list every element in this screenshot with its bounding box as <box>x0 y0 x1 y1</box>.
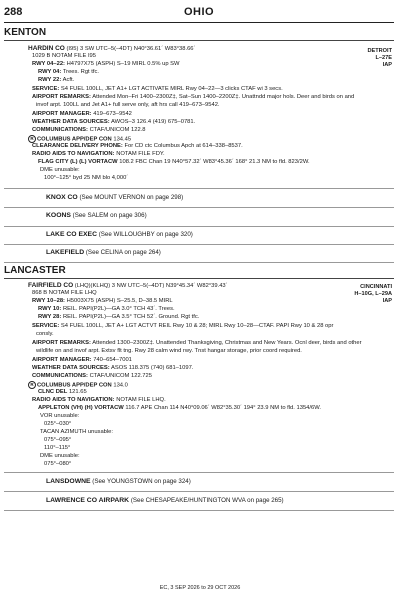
weather-line <box>32 365 193 372</box>
chart-references-fairfield-co <box>354 284 392 305</box>
divider <box>4 188 394 189</box>
airport-name: HARDIN CO <box>28 45 65 52</box>
clnc-del-freq: 121.65 <box>68 389 87 395</box>
dme-label: DME unusable: <box>40 167 80 173</box>
city-heading-kenton: KENTON <box>4 27 47 38</box>
divider <box>4 244 394 245</box>
service-text: S4 FUEL 100LL, JET A+ LGT ACTVT REIL Rwy 10 & 28; MIRL Rwy 10–28—CTAF. PAPI Rwy 10 & 28 opr <box>60 323 334 329</box>
clearance-label: CLEARANCE DELIVERY PHONE: <box>32 143 123 149</box>
remarks-text: Attended 1300–2300Z‡. Unattended Thanksgiving, Christmas and New Years. Ocnl deer, birds and other <box>92 340 362 346</box>
comm-line <box>32 127 146 134</box>
service-line <box>32 86 283 93</box>
cross-ref-lakefield <box>46 249 161 256</box>
cross-ref-name: KNOX CO <box>46 194 78 201</box>
weather-line <box>32 119 195 126</box>
runway-04-label: RWY 04: <box>38 69 62 75</box>
cross-ref-page: (See MOUNT VERNON on page 298) <box>79 194 184 201</box>
comm-label: COMMUNICATIONS: <box>32 127 88 133</box>
iap-ref: IAP <box>382 298 392 304</box>
cross-ref-page: (See CHESAPEAKE/HUNTINGTON WVA on page 265) <box>130 497 284 504</box>
weather-label: WEATHER DATA SOURCES: <box>32 119 110 125</box>
dme-unusable: 075°–080° <box>44 461 72 467</box>
radio-aids-line <box>32 397 166 404</box>
vortac-label: FLAG CITY (L) (L) VORTACW <box>38 159 118 165</box>
chart-references-hardin-co <box>367 48 392 69</box>
radar-symbol-icon: R <box>28 135 36 143</box>
weather-text: AWOS–3 126.4 (419) 675–0781. <box>111 119 196 125</box>
runway-10-text: REIL. PAPI(P2L)—GA 3.0° TCH 43´. Trees. <box>62 306 175 312</box>
radar-symbol-icon: R <box>28 381 36 389</box>
divider <box>4 510 394 511</box>
radio-aids-line <box>32 151 165 158</box>
service-label: SERVICE: <box>32 323 60 329</box>
divider <box>4 472 394 473</box>
remarks-cont: wildlife on and invof arpt. Extsv flt tng. Rwy 28 calm wind rwy. Tnst hangar storage, prior coord required. <box>36 348 302 354</box>
manager-label: AIRPORT MANAGER: <box>32 111 92 117</box>
runway-28-label: RWY 28: <box>38 314 62 320</box>
cross-ref-lake-co-exec <box>46 231 193 238</box>
enroute-chart-ref: H–10G, L–29A <box>354 291 392 297</box>
cross-ref-name: LAWRENCE CO AIRPARK <box>46 497 130 504</box>
app-dep-freq: 134.45 <box>113 136 132 143</box>
runway-04-line <box>38 69 99 76</box>
airport-name: FAIRFIELD CO <box>28 282 74 289</box>
weather-text: ASOS 118.375 (740) 681–1097. <box>111 365 194 371</box>
city-rule-lancaster <box>4 278 394 279</box>
state-title: OHIO <box>183 6 215 18</box>
elevation-line: 868 B NOTAM FILE LHQ <box>32 290 97 296</box>
divider <box>4 491 394 492</box>
runway-label: RWY 04–22: <box>32 61 65 67</box>
runway-10-label: RWY 10: <box>38 306 62 312</box>
remarks-text: Attended Mon–Fri 1400–2300Z‡, Sat–Sun 1400–2200Z‡. Unattndd major hols. Deer and birds on and <box>92 94 355 100</box>
cross-ref-lawrence-co-airpark <box>46 497 284 504</box>
runway-04-text: Trees. Rgt tfc. <box>62 69 100 75</box>
runway-10-line <box>38 306 175 313</box>
divider <box>4 207 394 208</box>
cross-ref-page: (See YOUNGSTOWN on page 324) <box>92 478 191 485</box>
clearance-line <box>32 143 243 150</box>
service-line <box>32 323 333 330</box>
service-cont: consly. <box>36 331 54 337</box>
tacan-unusable-range: 110°–115° <box>44 445 71 451</box>
radio-aids-text: NOTAM FILE FDY. <box>116 151 165 157</box>
radio-aids-text: NOTAM FILE LHQ. <box>116 397 166 403</box>
elevation-line: 1029 B NOTAM FILE I95 <box>32 53 97 59</box>
service-text: S4 FUEL 100LL, JET A1+ LGT ACTIVATE MIRL Rwy 04–22—3 clicks CTAF wi 3 secs. <box>60 86 283 92</box>
runway-line <box>32 298 173 305</box>
remarks-line <box>32 94 354 101</box>
remarks-label: AIRPORT REMARKS: <box>32 340 91 346</box>
comm-text: CTAF/UNICOM 122.725 <box>89 373 152 379</box>
comm-text: CTAF/UNICOM 122.8 <box>89 127 146 133</box>
effective-dates-footer: EC, 3 SEP 2026 to 29 OCT 2026 <box>159 585 241 591</box>
runway-line <box>32 61 180 68</box>
cross-ref-koons <box>46 212 147 219</box>
cross-ref-page: (See SALEM on page 306) <box>72 212 147 219</box>
vortac-line <box>38 405 321 412</box>
vor-unusable-label: VOR unusable: <box>40 413 80 419</box>
page-header <box>4 6 394 22</box>
app-dep-label: COLUMBUS APP/DEP CON <box>37 382 112 389</box>
airport-location: (LHQ)(KLHQ) 3 NW UTC–5(–4DT) N39°45.34´ W82°39.43´ <box>74 283 228 289</box>
cross-ref-knox-co <box>46 194 183 201</box>
runway-22-line <box>38 77 74 84</box>
runway-28-line <box>38 314 199 321</box>
airport-id-line <box>28 45 195 53</box>
clnc-del-line <box>38 389 87 396</box>
weather-label: WEATHER DATA SOURCES: <box>32 365 110 371</box>
runway-28-text: REIL. PAPI(P2L)—GA 3.5° TCH 52´. Ground. Rgt tfc. <box>62 314 200 320</box>
airport-location: (I95) 3 SW UTC–5(–4DT) N40°36.61´ W83°38.66´ <box>66 46 196 52</box>
cross-ref-name: LAKE CO EXEC <box>46 231 97 238</box>
manager-line <box>32 357 132 364</box>
page-number: 288 <box>4 6 23 18</box>
vor-unusable-range: 025°–030° <box>44 421 72 427</box>
enroute-chart-ref: L–27E <box>375 55 392 61</box>
remarks-line <box>32 340 362 347</box>
tacan-unusable-label: TACAN AZIMUTH unusable: <box>40 429 114 435</box>
airport-id-line <box>28 282 228 290</box>
cross-ref-lansdowne <box>46 478 191 485</box>
app-dep-label: COLUMBUS APP/DEP CON <box>37 136 112 143</box>
sectional-chart-ref: DETROIT <box>367 48 392 54</box>
runway-text: H5003X75 (ASPH) S–25.5, D–38.5 MIRL <box>66 298 173 304</box>
divider <box>4 226 394 227</box>
manager-label: AIRPORT MANAGER: <box>32 357 92 363</box>
vortac-line <box>38 159 310 166</box>
cross-ref-page: (See CELINA on page 264) <box>85 249 161 256</box>
header-rule <box>4 22 394 23</box>
dme-unusable: 100°–125° byd 25 NM blo 4,000´ <box>44 175 129 181</box>
comm-label: COMMUNICATIONS: <box>32 373 88 379</box>
remarks-cont: invof arpt. 100LL and Jet A1+ full serve only, aft hrs call 419–673–9542. <box>36 102 220 108</box>
runway-22-text: Acft. <box>62 77 75 83</box>
vortac-text: 116.7 APE Chan 114 N40°09.06´ W82°35.30´ 194° 23.9 NM to fld. 1354/6W. <box>125 405 321 411</box>
remarks-label: AIRPORT REMARKS: <box>32 94 91 100</box>
divider <box>4 262 394 263</box>
vortac-label: APPLETON (VH) (H) VORTACW <box>38 405 124 411</box>
iap-ref: IAP <box>382 62 392 68</box>
clearance-text: For CD ctc Columbus Apch at 614–338–8537. <box>124 143 243 149</box>
comm-line <box>32 373 152 380</box>
radio-aids-label: RADIO AIDS TO NAVIGATION: <box>32 397 115 403</box>
manager-phone: 740–654–7001 <box>93 357 132 363</box>
cross-ref-page: (See WILLOUGHBY on page 320) <box>98 231 193 238</box>
cross-ref-name: LAKEFIELD <box>46 249 85 256</box>
manager-line <box>32 111 132 118</box>
sectional-chart-ref: CINCINNATI <box>360 284 392 290</box>
city-rule-kenton <box>4 40 394 41</box>
service-label: SERVICE: <box>32 86 60 92</box>
cross-ref-name: KOONS <box>46 212 71 219</box>
tacan-unusable-range: 075°–095° <box>44 437 72 443</box>
manager-phone: 419–673–9542 <box>93 111 132 117</box>
dme-label: DME unusable: <box>40 453 80 459</box>
runway-label: RWY 10–28: <box>32 298 65 304</box>
runway-22-label: RWY 22: <box>38 77 62 83</box>
city-heading-lancaster: LANCASTER <box>4 265 66 276</box>
app-dep-freq: 134.0 <box>113 382 128 389</box>
runway-text: H4797X75 (ASPH) S–19 MIRL 0.5% up SW <box>66 61 180 67</box>
radio-aids-label: RADIO AIDS TO NAVIGATION: <box>32 151 115 157</box>
vortac-text: 108.2 FBC Chan 19 N40°57.32´ W83°45.36´ 168° 21.3 NM to fld. 823/2W. <box>119 159 310 165</box>
clnc-del-label: CLNC DEL <box>38 389 68 395</box>
cross-ref-name: LANSDOWNE <box>46 478 91 485</box>
